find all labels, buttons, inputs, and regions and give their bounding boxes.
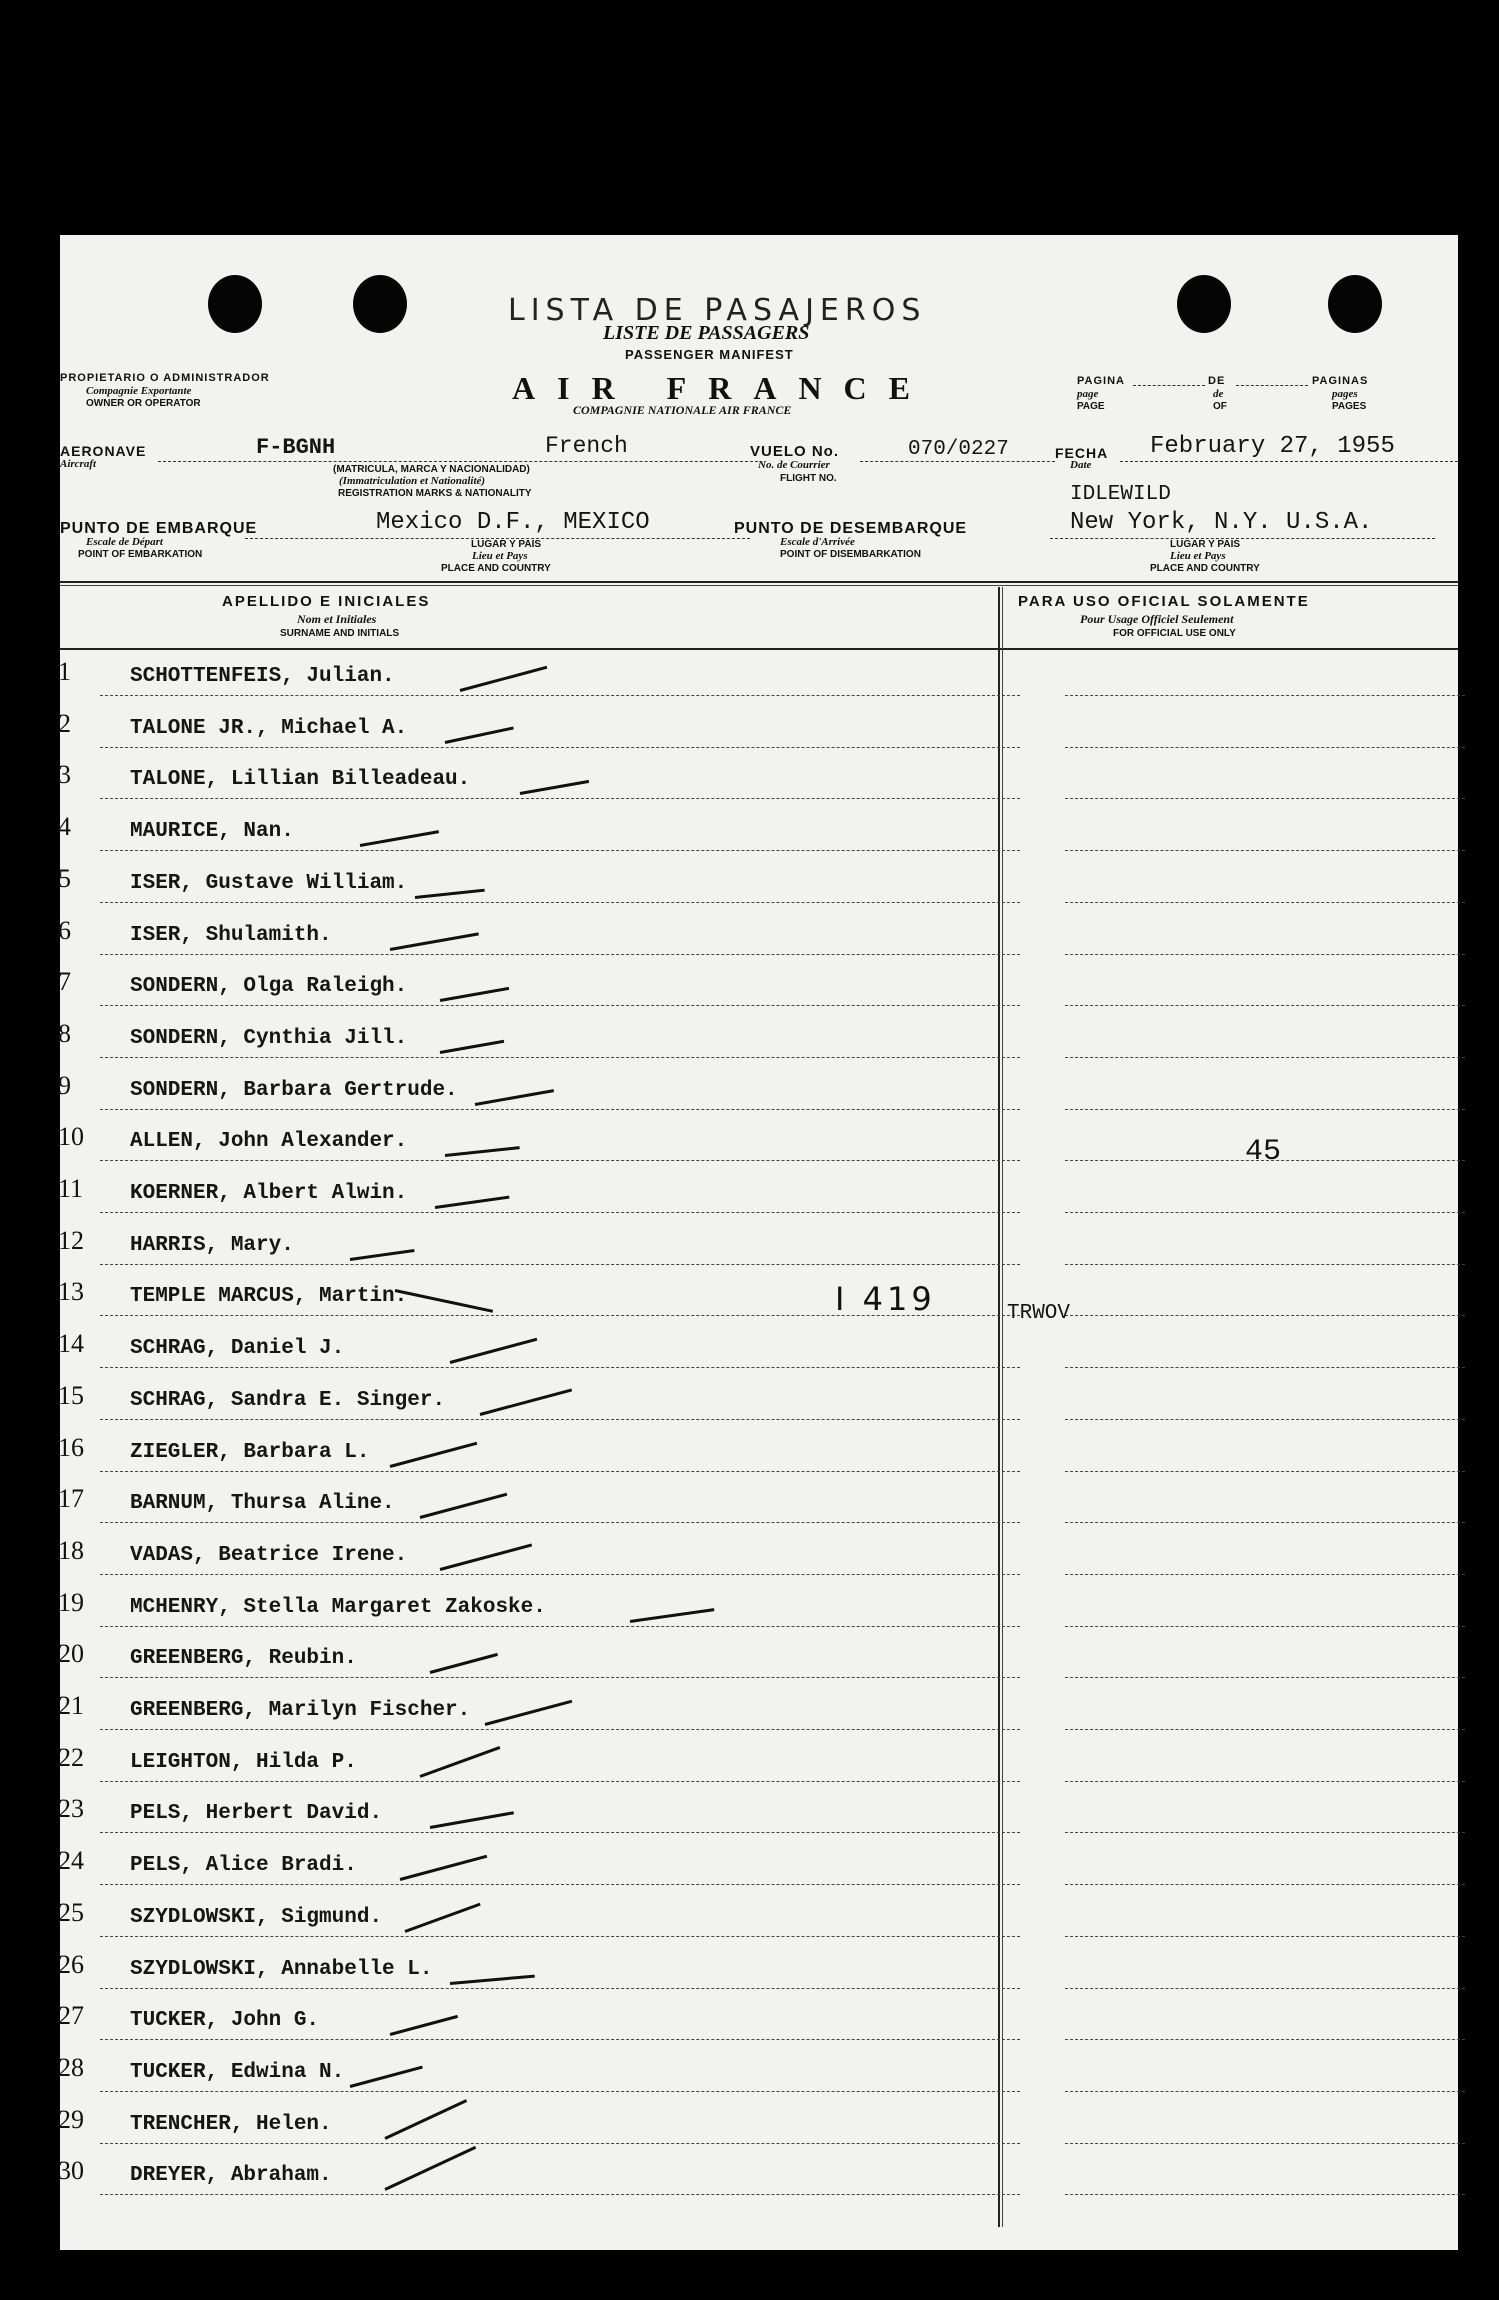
table-row xyxy=(60,1896,1458,1948)
table-row xyxy=(60,1741,1458,1793)
official-header-fr: Pour Usage Officiel Seulement xyxy=(1080,612,1234,626)
table-row xyxy=(60,1637,1458,1689)
row-rule xyxy=(100,695,1020,696)
row-number: 2 xyxy=(58,708,71,738)
table-row xyxy=(60,1792,1458,1844)
row-rule xyxy=(1065,2194,1465,2195)
passenger-name: PELS, Alice Bradi. xyxy=(130,1854,357,1878)
punch-hole xyxy=(1177,275,1231,333)
row-number: 27 xyxy=(58,2001,84,2031)
aircraft-note-en: REGISTRATION MARKS & NATIONALITY xyxy=(338,488,532,499)
row-rule xyxy=(1065,1005,1465,1006)
check-mark xyxy=(404,1903,480,1933)
check-mark xyxy=(415,888,485,898)
row-number: 18 xyxy=(58,1535,84,1565)
row-rule xyxy=(1065,747,1465,748)
row-number: 1 xyxy=(58,657,71,686)
row-number: 30 xyxy=(58,2156,84,2186)
row-number: 20 xyxy=(58,1639,84,1669)
row-number: 22 xyxy=(58,1742,84,1772)
passenger-name: ISER, Gustave William. xyxy=(130,871,408,895)
pages-label-fr: pages xyxy=(1332,388,1358,400)
passenger-name: TUCKER, John G. xyxy=(130,2009,320,2033)
row-number: 16 xyxy=(58,1432,84,1462)
official-header: PARA USO OFICIAL SOLAMENTE xyxy=(1018,593,1310,610)
passenger-name: SCHRAG, Daniel J. xyxy=(130,1337,345,1361)
date-label: FECHA xyxy=(1055,445,1109,461)
disembark-sub-fr: Lieu et Pays xyxy=(1170,550,1226,562)
row-number: 25 xyxy=(58,1897,84,1927)
row-rule xyxy=(100,2091,1020,2092)
embark-sub-en: PLACE AND COUNTRY xyxy=(441,563,551,574)
row-number: 28 xyxy=(58,2052,84,2082)
row-rule xyxy=(100,1109,1020,1110)
row-rule xyxy=(100,1677,1020,1678)
row-number: 10 xyxy=(58,1122,84,1152)
check-mark xyxy=(475,1089,554,1106)
passenger-name: ZIEGLER, Barbara L. xyxy=(130,1440,370,1464)
row-number: 4 xyxy=(58,812,71,842)
table-row xyxy=(60,1327,1458,1379)
flight-date: February 27, 1955 xyxy=(1150,433,1395,460)
passenger-name: TALONE, Lillian Billeadeau. xyxy=(130,768,471,792)
row-rule xyxy=(100,2194,1020,2195)
check-mark xyxy=(390,1441,478,1467)
date-label-fr: Date xyxy=(1070,459,1092,471)
check-mark xyxy=(350,2066,423,2088)
paginas-label: PAGINAS xyxy=(1312,375,1369,387)
disembark-label-fr: Escale d'Arrivée xyxy=(780,536,855,548)
embark-place: Mexico D.F., MEXICO xyxy=(376,509,650,536)
passenger-name: KOERNER, Albert Alwin. xyxy=(130,1182,408,1205)
handwritten-annotation: I 419 xyxy=(835,1280,936,1318)
table-row xyxy=(60,1999,1458,2051)
passenger-name: PELS, Herbert David. xyxy=(130,1802,383,1826)
row-rule xyxy=(100,1367,1020,1368)
passenger-name: GREENBERG, Reubin. xyxy=(130,1647,357,1671)
table-header-rule xyxy=(60,648,1458,650)
row-rule xyxy=(1065,1729,1465,1730)
row-rule xyxy=(100,1160,1020,1161)
row-number: 7 xyxy=(58,967,71,997)
embark-sub-fr: Lieu et Pays xyxy=(472,550,528,562)
row-number: 5 xyxy=(58,863,71,893)
passenger-name: SCHOTTENFEIS, Julian. xyxy=(130,665,395,688)
aircraft-label: AERONAVE xyxy=(60,443,147,459)
check-mark xyxy=(430,1812,514,1830)
check-mark xyxy=(400,1855,488,1881)
flight-label: VUELO No. xyxy=(750,443,840,460)
passenger-name: ISER, Shulamith. xyxy=(130,923,332,947)
row-number: 8 xyxy=(58,1018,71,1048)
row-number: 11 xyxy=(58,1174,84,1203)
check-mark xyxy=(440,1040,505,1054)
row-rule xyxy=(1065,1109,1465,1110)
row-number: 19 xyxy=(58,1587,84,1617)
row-rule xyxy=(1065,902,1465,903)
row-rule xyxy=(100,1884,1020,1885)
passenger-name: TRENCHER, Helen. xyxy=(130,2112,332,2136)
airline-subtitle: COMPAGNIE NATIONALE AIR FRANCE xyxy=(573,403,792,417)
table-row xyxy=(60,2103,1458,2155)
aircraft-note-fr: (Immatriculation et Nationalité) xyxy=(339,475,486,487)
check-mark xyxy=(485,1700,573,1726)
check-mark xyxy=(420,1493,508,1519)
table-row xyxy=(60,1844,1458,1896)
aircraft-note-es: (MATRICULA, MARCA Y NACIONALIDAD) xyxy=(333,464,530,475)
passenger-name: SZYDLOWSKI, Annabelle L. xyxy=(130,1957,433,1981)
row-rule xyxy=(100,850,1020,851)
table-row xyxy=(60,1172,1458,1224)
check-mark xyxy=(430,1653,498,1674)
embark-label-fr: Escale de Départ xyxy=(86,536,163,548)
row-rule xyxy=(100,1729,1020,1730)
check-mark xyxy=(445,726,514,743)
de-label-fr: de xyxy=(1213,388,1224,400)
row-rule xyxy=(1065,1471,1465,1472)
row-rule xyxy=(100,1626,1020,1627)
row-rule xyxy=(1065,1884,1465,1885)
title-french: LISTE DE PASSAGERS xyxy=(603,322,810,344)
check-mark xyxy=(390,932,479,951)
row-number: 3 xyxy=(58,760,71,790)
check-mark xyxy=(460,666,548,692)
flight-label-fr: No. de Courrier xyxy=(758,459,830,471)
passenger-name: SONDERN, Barbara Gertrude. xyxy=(130,1078,458,1102)
title-spanish: LISTA DE PASAJEROS xyxy=(508,293,927,328)
title-english: PASSENGER MANIFEST xyxy=(625,347,794,362)
page-label-fr: page xyxy=(1077,388,1099,400)
table-row xyxy=(60,965,1458,1017)
row-rule xyxy=(1065,850,1465,851)
disembark-label: PUNTO DE DESEMBARQUE xyxy=(734,520,968,537)
pages-label-en: PAGES xyxy=(1332,401,1367,412)
passenger-name: TUCKER, Edwina N. xyxy=(130,2060,345,2084)
embark-label-en: POINT OF EMBARKATION xyxy=(78,549,203,560)
row-rule xyxy=(1065,1419,1465,1420)
check-mark xyxy=(450,1338,538,1364)
passenger-name: TALONE JR., Michael A. xyxy=(130,716,408,740)
disembark-sub-es: LUGAR Y PAIS xyxy=(1170,539,1241,550)
table-row xyxy=(60,1224,1458,1276)
table-row xyxy=(60,655,1458,707)
row-rule xyxy=(100,902,1020,903)
table-row xyxy=(60,1379,1458,1431)
embark-sub-es: LUGAR Y PAIS xyxy=(471,539,542,550)
embark-label: PUNTO DE EMBARQUE xyxy=(60,520,258,537)
row-rule xyxy=(100,1264,1020,1265)
row-number: 29 xyxy=(58,2104,84,2134)
row-rule xyxy=(1065,1832,1465,1833)
check-mark xyxy=(419,1746,500,1778)
table-row xyxy=(60,1275,1458,1327)
names-header-en: SURNAME AND INITIALS xyxy=(280,628,400,639)
row-rule xyxy=(1065,2091,1465,2092)
trwov-stamp: TRWOV xyxy=(1007,1302,1071,1325)
row-rule xyxy=(100,1988,1020,1989)
table-row xyxy=(60,1534,1458,1586)
row-rule xyxy=(1065,1315,1465,1316)
table-row xyxy=(60,707,1458,759)
official-header-en: FOR OFFICIAL USE ONLY xyxy=(1113,628,1236,639)
row-rule xyxy=(1065,1367,1465,1368)
passenger-name: LEIGHTON, Hilda P. xyxy=(130,1750,357,1774)
row-number: 14 xyxy=(58,1329,84,1359)
check-mark xyxy=(445,1146,520,1157)
names-header-fr: Nom et Initiales xyxy=(297,612,377,626)
check-mark xyxy=(360,830,439,847)
pagina-label: PAGINA xyxy=(1077,375,1125,387)
check-mark xyxy=(440,987,509,1002)
table-row xyxy=(60,1069,1458,1121)
row-rule xyxy=(1065,1936,1465,1937)
row-number: 26 xyxy=(58,1949,84,1979)
disembark-sub-en: PLACE AND COUNTRY xyxy=(1150,563,1260,574)
passenger-name: HARRIS, Mary. xyxy=(130,1233,294,1257)
row-rule xyxy=(100,2039,1020,2040)
passenger-name: TEMPLE MARCUS, Martin. xyxy=(130,1285,408,1309)
row-number: 6 xyxy=(58,915,71,945)
row-rule xyxy=(100,1471,1020,1472)
table-row xyxy=(60,1586,1458,1638)
check-mark xyxy=(435,1196,510,1209)
passenger-name: SZYDLOWSKI, Sigmund. xyxy=(130,1905,383,1929)
passenger-name: MAURICE, Nan. xyxy=(130,820,294,844)
de-label: DE xyxy=(1208,375,1226,387)
row-rule xyxy=(1065,2039,1465,2040)
row-rule xyxy=(1065,1574,1465,1575)
table-row xyxy=(60,2051,1458,2103)
disembark-place: New York, N.Y. U.S.A. xyxy=(1070,509,1373,536)
flight-label-en: FLIGHT NO. xyxy=(780,473,837,484)
passenger-name: VADAS, Beatrice Irene. xyxy=(130,1543,408,1567)
row-rule xyxy=(1065,1677,1465,1678)
airline-name: AIR FRANCE xyxy=(512,370,932,406)
page-label-en: PAGE xyxy=(1077,401,1105,412)
row-rule xyxy=(1065,798,1465,799)
row-rule xyxy=(1065,1626,1465,1627)
row-number: 23 xyxy=(58,1794,84,1824)
punch-hole xyxy=(353,275,407,333)
owner-label: PROPIETARIO O ADMINISTRADOR xyxy=(60,372,270,384)
row-rule xyxy=(1065,1057,1465,1058)
row-rule xyxy=(100,1574,1020,1575)
row-rule xyxy=(100,1005,1020,1006)
check-mark xyxy=(384,2099,467,2140)
row-rule xyxy=(1065,1264,1465,1265)
flight-number: 070/0227 xyxy=(908,438,1009,461)
row-number: 12 xyxy=(58,1225,84,1255)
row-rule xyxy=(1065,2143,1465,2144)
passenger-name: DREYER, Abraham. xyxy=(130,2164,332,2188)
table-row xyxy=(60,914,1458,966)
row-rule xyxy=(100,1522,1020,1523)
punch-hole xyxy=(1328,275,1382,333)
row-number: 21 xyxy=(58,1691,84,1720)
check-mark xyxy=(440,1543,533,1570)
row-rule xyxy=(1065,695,1465,696)
table-row xyxy=(60,1948,1458,2000)
passenger-name: SONDERN, Olga Raleigh. xyxy=(130,975,408,999)
table-row xyxy=(60,758,1458,810)
row-rule xyxy=(100,1832,1020,1833)
row-rule xyxy=(1065,1212,1465,1213)
owner-label-en: OWNER OR OPERATOR xyxy=(86,398,201,409)
disembark-top: IDLEWILD xyxy=(1070,483,1171,506)
check-mark xyxy=(520,780,589,795)
punch-hole xyxy=(208,275,262,333)
row-rule xyxy=(100,1212,1020,1213)
aircraft-registration: F-BGNH xyxy=(256,435,336,460)
passenger-name: SCHRAG, Sandra E. Singer. xyxy=(130,1388,446,1412)
row-rule xyxy=(100,1057,1020,1058)
count-annotation: 45 xyxy=(1245,1135,1282,1169)
passenger-name: GREENBERG, Marilyn Fischer. xyxy=(130,1699,471,1722)
table-row xyxy=(60,810,1458,862)
row-number: 15 xyxy=(58,1380,84,1410)
row-number: 17 xyxy=(58,1484,84,1514)
aircraft-label-fr: Aircraft xyxy=(60,458,97,470)
row-rule xyxy=(1065,1522,1465,1523)
check-mark xyxy=(630,1608,715,1623)
table-row xyxy=(60,2154,1458,2206)
check-mark xyxy=(450,1974,535,1984)
check-mark xyxy=(395,1289,493,1313)
disembark-label-en: POINT OF DISEMBARKATION xyxy=(780,549,921,560)
check-mark xyxy=(390,2015,458,2036)
row-rule xyxy=(1065,954,1465,955)
passenger-name: BARNUM, Thursa Aline. xyxy=(130,1492,395,1516)
row-rule xyxy=(100,1936,1020,1937)
row-rule xyxy=(100,798,1020,799)
table-row xyxy=(60,862,1458,914)
check-mark xyxy=(480,1388,573,1415)
row-rule xyxy=(100,954,1020,955)
of-label: OF xyxy=(1213,401,1227,412)
row-rule xyxy=(1065,1781,1465,1782)
check-mark xyxy=(350,1249,415,1261)
row-rule xyxy=(100,747,1020,748)
owner-label-fr: Compagnie Exportante xyxy=(86,385,192,397)
row-rule xyxy=(100,2143,1020,2144)
table-row xyxy=(60,1482,1458,1534)
table-row xyxy=(60,1017,1458,1069)
passenger-name: SONDERN, Cynthia Jill. xyxy=(130,1026,408,1050)
row-rule xyxy=(100,1781,1020,1782)
manifest-sheet xyxy=(60,235,1458,2250)
row-number: 9 xyxy=(58,1070,71,1100)
aircraft-nationality: French xyxy=(545,433,628,459)
table-row xyxy=(60,1689,1458,1741)
table-row xyxy=(60,1431,1458,1483)
passenger-name: MCHENRY, Stella Margaret Zakoske. xyxy=(130,1595,546,1619)
names-header: APELLIDO E INICIALES xyxy=(222,593,431,610)
table-top-rule xyxy=(60,581,1458,583)
row-number: 13 xyxy=(58,1277,84,1307)
row-number: 24 xyxy=(58,1846,84,1876)
row-rule xyxy=(100,1419,1020,1420)
passenger-name: ALLEN, John Alexander. xyxy=(130,1130,408,1154)
row-rule xyxy=(1065,1988,1465,1989)
